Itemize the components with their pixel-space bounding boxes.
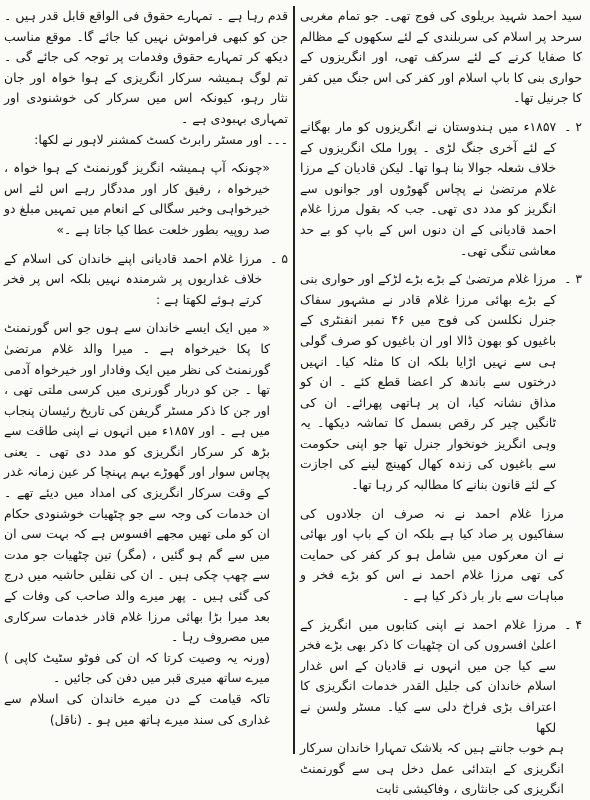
point-2-text: ۱۸۵۷ء میں ہندوستان نے انگریزوں کو مار بھگانے کے لئے آخری جنگ لڑی ۔ پورا ملک انگریزوں کے خلاف شعلہ جوالا بنا ہوا تھا۔ لیکن قادیان کے مرزا غلام مرتضیٰ نے پچاس گھوڑوں اور جوانوں سے انگریز کو مدد دی تھی۔ جب کہ بقول مرزا غلام احمد قادیانی کے ان دنوں اس کے باپ کو بے حد معاشی تنگی تھی۔	[300, 118, 557, 258]
family-quote: « میں ایک ایسے خاندان سے ہوں جو اس گورنمنٹ کا پکا خیرخواہ ہے ۔ میرا والد غلام مرتضیٰ گورنمنٹ کی نظر میں ایک وفادار اور خیرخواہ آدمی تھا ۔ جن کو دربار گورنری میں کرسی ملتی تھی ، اور جن کا ذکر مسٹر گریفن کی تاریخ رئیسان پنجاب میں ہے ۔ اور ۱۸۵۷ء میں انہوں نے اپنی طاقت سے بڑھ کر سرکار انگریزی کو مدد دی تھی ۔ یعنی پچاس سوار اور گھوڑے بہم پہنچا کر عین زمانہ غدر کے وقت سرکار انگریزی کی امداد میں دیئے تھے ۔ ان خدمات کی وجہ سے جو چٹھیات خوشنودی حکام ان کو ملی تھیں مجھے افسوس ہے کہ بہت سی ان میں سے گم ہو گئیں ، (مگر) تین چٹھیات جو مدت سے چھپ چکی ہیں ۔ ان کی نقلیں حاشیہ میں درج کی گئی ہیں ۔ پھر میرے والد صاحب کی وفات کے بعد میرا بڑا بھائی مرزا غلام قادر خدمات سرکاری میں مصروف رہا ۔	[4, 320, 270, 645]
point-3	[300, 269, 582, 496]
left-column	[4, 6, 288, 760]
family-quote-tail: (ورنہ یہ وصیت کرتا کہ ان کی فوٹو سٹیٹ کاپی ) میرے ساتھ میری قبر میں دفن کی جائیں ۔	[4, 649, 270, 686]
point-5-number: ۵ ۔	[270, 250, 288, 266]
point-4	[300, 615, 582, 739]
continued-quote: قدم رہا ہے ۔ تمہارے حقوق فی الواقع قابل قدر ہیں ۔ جن کو کبھی فراموش نہیں کیا جائے گا۔ موقع مناسب دیکھ کر تمہارے حقوق وفدمات پر توجہ کی جائے گی ۔ تم لوگ ہمیشہ سرکار انگریزی کے ہوا خواہ اور جان نثار رہو، کیونکہ اس میں سرکار کی خوشنودی اور تمہاری بہبودی ہے ۔	[4, 8, 288, 126]
point-4-number: ۴ ۔	[564, 616, 582, 632]
closing-note: تاکہ قیامت کے دن میرے خاندان کی اسلام سے غداری کی سند میرے ہاتھ میں ہو ۔ (ناقل)	[4, 691, 270, 727]
wilson-quote: ہم خوب جانتے ہیں کہ بلاشک تمہارا خاندان سرکار انگریزی کے ابتدائی عمل دخل ہی سے گورنمنٹ انگریزی کی جانثاری ، وفاکیشی ثابت	[300, 740, 564, 797]
column-divider	[293, 6, 295, 754]
point-2-number: ۲ ۔	[564, 118, 582, 134]
point-5-text: مرزا غلام احمد قادیانی اپنے خاندان کی اسلام کے خلاف غداریوں پر شرمندہ نہیں بلکہ اس پر فخر کرتے ہوئے لکھتا ہے :	[4, 250, 263, 307]
point-3-number: ۳ ۔	[564, 271, 582, 287]
cust-quote: «چونکہ آپ ہمیشہ انگریز گورنمنٹ کے ہوا خواہ ، خیرخواہ ، رفیق کار اور مددگار رہے اس لئے اس خیرخواہی وخیر سگالی کے انعام میں تمہیں مبلغ دو صد روپیہ بطور خلعت عطا کیا جاتا ہے ۔»	[4, 160, 270, 237]
point-5	[4, 249, 288, 311]
right-column	[300, 6, 582, 797]
point-4-text: مرزا غلام احمد نے اپنی کتابوں میں انگریز کے اعلیٰ افسروں کی ان چٹھیات کا ذکر بھی بڑے فخر سے کیا جن میں انہوں نے قادیان کے اس غدار اسلام خاندان کی جلیل القدر خدمات انگریزی کا اعتراف بڑی فراخ دلی سے کیا۔ مسٹر ولسن نے لکھا	[300, 616, 557, 735]
middle-paragraph: مرزا غلام احمد نے نہ صرف ان جلادوں کی سفاکیوں پر صاد کیا ہے بلکہ ان کے باپ اور بھائی نے ان معرکوں میں شامل ہو کر کفر کی حمایت کی تھی مرزا غلام احمد نے اس کو بڑے فخر و مباہات سے بار بار ذکر کیا ہے ۔	[300, 505, 564, 604]
point-2	[300, 117, 582, 261]
point-3-text: مرزا غلام مرتضیٰ کے بڑے بڑے لڑکے اور حواری بنی کے بڑے بھائی مرزا غلام قادر نے مشہور سفاک جنرل نکلسن کی فوج میں ۴۶ نمبر انفنٹری کے باغیوں کو بھون ڈالا اور ان باغیوں کو صرف گولی ہی سے نہیں اڑایا بلکہ ان کا مثلہ کیا۔ انہیں درختوں سے باندھ کر اعضا قطع کئے ۔ ان کو مذاق نشانہ کیا، ان پر ہاتھی پھرائے۔ ان کی ٹانگیں چیر کر رقص بسمل کا تماشہ دیکھا۔ یہ وہی انگریز خونخوار جنرل تھا جو اپنی حکومت سے باغیوں کی زندہ کھال کھینچ لینے کی اجازت کے لئے قانون بنانے کا مطالبہ کر رہا تھا۔	[300, 271, 557, 493]
intro-paragraph: سید احمد شہید بریلوی کی فوج تھی۔ جو تمام مغربی سرحد پر اسلام کی سربلندی کے لئے سکھوں کے مظالم کا صفایا کرنے کے لئے سرکف تھی، اور انگریزوں کے حواری بنی کا باپ اسلام اور کفر کی اس جنگ میں کفر کا جرنیل تھا۔	[300, 8, 582, 106]
signature-line: ۔۔۔ اور مسٹر رابرٹ کسٹ کمشنر لاہور نے لکھا:	[34, 131, 288, 147]
